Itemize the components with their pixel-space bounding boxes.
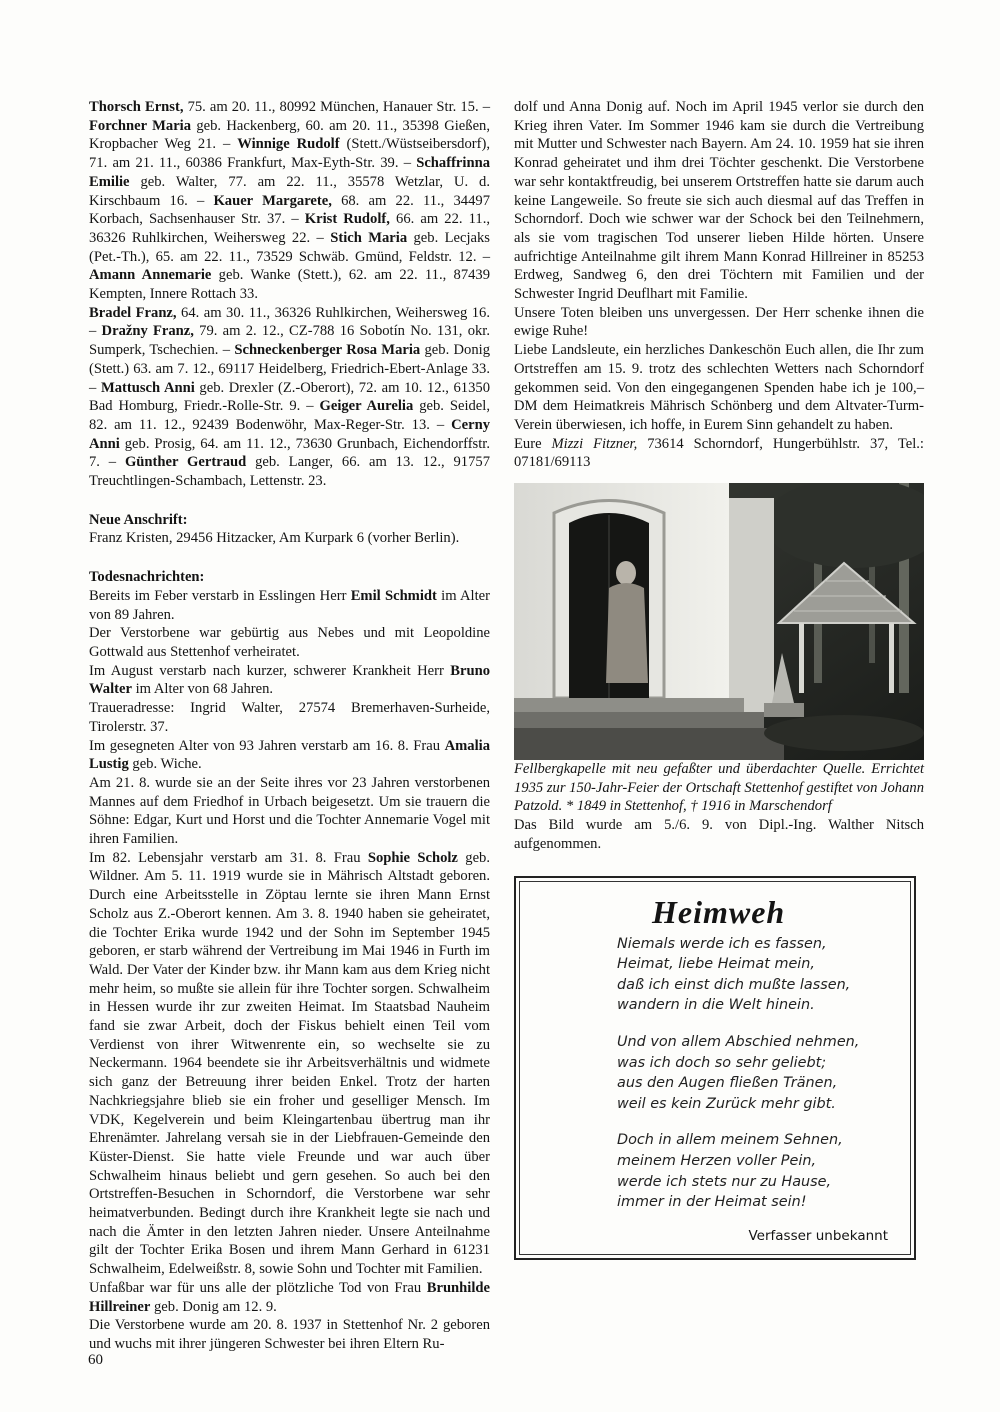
obituary-paragraph: Die Verstorbene wurde am 20. 8. 1937 in Stettenhof Nr. 2 geboren und wuchs mit ihrer jüngeren Schwester bei ihren Eltern Ru- — [89, 1317, 490, 1352]
remembrance-line: Unsere Toten bleiben uns unvergessen. Der Herr schenke ihnen die ewige Ruhe! — [514, 304, 924, 340]
poem-box — [514, 876, 916, 1260]
poem-stanza — [617, 1032, 910, 1114]
person-name: Krist Rudolf, — [304, 211, 390, 228]
poem-line: meinem Herzen voller Pein, — [617, 1152, 817, 1169]
person-name: Schneckenberger Rosa Maria — [234, 342, 421, 359]
obituary-continuation: dolf und Anna Donig auf. Noch im April 1945 verlor sie durch den Krieg ihren Vater. Im Sommer 1946 kam sie durch die Vertreibung mit Mutter und Schwester nach Bayern. Am 24. 10. 1959 hat sie ihren Konrad geheiratet und ihm drei Töchter geschenkt. Die Verstorbene war sehr kontaktfreudig, bei unserem Ortstreffen hatte sie darum auch keine Langeweile. So freute sie sich auch diesmal auf das Treffen in Schorndorf. Doch wie schwer war der Schock bei den Teilnehmern, als sie vom tragischen Tod unserer lieben Hilde hörten. Unsere aufrichtige Anteilnahme gilt ihrem Mann Konrad Hillreiner in 85253 Erdweg, Sandweg 6, den drei Töchtern mit Familien und der Schwester Ingrid Deuflhart mit Familie. — [514, 99, 924, 303]
obituary-paragraph: Unfaßbar war für uns alle der plötzliche Tod von Frau Brunhilde Hillreiner geb. Donig am 12. 9. — [89, 1279, 490, 1315]
birthday-list-2: Bradel Franz, 64. am 30. 11., 36326 Ruhlkirchen, Weihersweg 16. – Dražny Franz, 79. am 2. 12., CZ-788 16 Sobotín No. 131, okr. Sumperk, Tschechien. – Schneckenberger Rosa Maria geb. Donig (Stett.) 63. am 7. 12., 69117 Heidelberg, Friedrich-Ebert-Anlage 33. – Mattusch Anni geb. Drexler (Z.-Oberort), 72. am 10. 12., 61350 Bad Homburg, Friedr.-Rolle-Str. 9. – Geiger Aurelia geb. Seidel, 82. am 11. 12., 92439 Bodenwöhr, Max-Reger-Str. 13. – Cerny Anni geb. Prosig, 64. am 11. 12., 73630 Grunbach, Eichendorffstr. 7. – Günther Gertraud geb. Langer, 66. am 13. 12., 91757 Treuchtlingen-Schambach, Lettenstr. 23. — [89, 304, 490, 490]
obituary-paragraph: Traueradresse: Ingrid Walter, 27574 Bremerhaven-Surheide, Tirolerstr. 37. — [89, 700, 490, 735]
photo-caption: Fellbergkapelle mit neu gefaßter und überdachter Quelle. Errichtet 1935 zur 150-Jahr-Feier der Ortschaft Stettenhof gestiftet von Johann Patzold. * 1849 in Stettenhof, † 1916 in Marschendorf — [514, 761, 924, 815]
poem-stanza — [617, 934, 910, 1016]
thanks-paragraph: Liebe Landsleute, ein herzliches Dankeschön Euch allen, die Ihr zum Ortstreffen am 15. 9. trotz des schlechten Wetters nach Schorndorf gekommen seid. Von den eingegangenen Spenden habe ich je 100,– DM dem Heimatkreis Mährisch Schönberg und dem Altvater-Turm-Verein überwiesen, ich hoffe, in Eurem Sinn gehandelt zu haben. — [514, 342, 924, 433]
photo-credit: Das Bild wurde am 5./6. 9. von Dipl.-Ing. Walther Nitsch aufgenommen. — [514, 817, 924, 852]
left-column — [89, 98, 490, 1354]
person-name: Forchner Maria — [89, 117, 192, 134]
obituary-paragraph: Der Verstorbene war gebürtig aus Nebes und mit Leopoldine Gottwald aus Stettenhof verheiratet. — [89, 625, 490, 660]
person-name: Dražny Franz, — [101, 323, 194, 340]
obituary-paragraph: Am 21. 8. wurde sie an der Seite ihres vor 23 Jahren verstorbenen Mannes auf dem Friedhof in Urbach beigesetzt. Um sie trauern die Söhne: Edgar, Kurt und Horst und die Tochter Annemarie Vogel mit ihren Familien. — [89, 774, 490, 848]
page-number: 60 — [88, 1352, 103, 1368]
obituary-paragraph: Im August verstarb nach kurzer, schwerer Krankheit Herr Bruno Walter im Alter von 68 Jahren. — [89, 662, 490, 698]
right-column — [514, 98, 924, 1260]
person-name: Amann Annemarie — [89, 267, 212, 284]
poem-author: Verfasser unbekannt — [748, 1227, 888, 1244]
new-address-heading: Neue Anschrift: — [89, 511, 188, 528]
poem-line: immer in der Heimat sein! — [617, 1194, 807, 1211]
person-name: Bruno Walter — [89, 662, 490, 698]
person-name: Brunhilde Hillreiner — [89, 1279, 490, 1315]
person-name: Winnige Rudolf — [237, 136, 340, 153]
poem-line: daß ich einst dich mußte lassen, — [617, 976, 851, 993]
new-address-text: Franz Kristen, 29456 Hitzacker, Am Kurpark 6 (vorher Berlin). — [89, 530, 460, 547]
poem-line: weil es kein Zurück mehr gibt. — [617, 1095, 836, 1112]
poem-line: Niemals werde ich es fassen, — [617, 935, 827, 952]
obituary-paragraph: Bereits im Feber verstarb in Esslingen Herr Emil Schmidt im Alter von 89 Jahren. — [89, 587, 490, 623]
person-name: Stich Maria — [330, 229, 408, 246]
person-name: Amalia Lustig — [89, 737, 490, 773]
poem-line: Und von allem Abschied nehmen, — [617, 1033, 860, 1050]
person-name: Emil Schmidt — [350, 587, 437, 604]
poem-line: wandern in die Welt hinein. — [617, 997, 815, 1014]
person-name: Geiger Aurelia — [319, 398, 414, 415]
poem-line: aus den Augen fließen Tränen, — [617, 1075, 838, 1092]
person-name: Cerny Anni — [89, 416, 490, 452]
birthday-list-1: Thorsch Ernst, 75. am 20. 11., 80992 München, Hanauer Str. 15. – Forchner Maria geb. Hackenberg, 60. am 20. 11., 35398 Gießen, Kropbacher Weg 21. – Winnige Rudolf (Stett./Wüstseibersdorf), 71. am 21. 11., 60386 Frankfurt, Max-Eyth-Str. 39. – Schaffrinna Emilie geb. Walter, 77. am 22. 11., 35578 Wetzlar, U. d. Kirschbaum 16. – Kauer Margarete, 68. am 22. 11., 34497 Korbach, Sachsenhauser Str. 37. – Krist Rudolf, 66. am 22. 11., 36326 Ruhlkirchen, Weihersweg 22. – Stich Maria geb. Lecjaks (Pet.-Th.), 65. am 22. 11., 73529 Schwäb. Gmünd, Feldstr. 12. – Amann Annemarie geb. Wanke (Stett.), 62. am 22. 11., 87439 Kempten, Innere Rottach 33. — [89, 99, 491, 303]
person-name: Schaffrinna Emilie — [89, 155, 490, 190]
chapel-photo — [514, 483, 924, 760]
obituary-paragraph: Im gesegneten Alter von 93 Jahren verstarb am 16. 8. Frau Amalia Lustig geb. Wiche. — [89, 737, 490, 773]
person-name: Günther Gertraud — [124, 454, 247, 471]
poem-line: werde ich stets nur zu Hause, — [617, 1173, 832, 1190]
poem-line: Doch in allem meinem Sehnen, — [617, 1132, 843, 1149]
signoff: Eure Mizzi Fitzner, 73614 Schorndorf, Hungerbühlstr. 37, Tel.: 07181/69113 — [514, 435, 924, 471]
poem-line: Heimat, liebe Heimat mein, — [617, 956, 816, 973]
obituary-paragraph: Im 82. Lebensjahr verstarb am 31. 8. Frau Sophie Scholz geb. Wildner. Am 5. 11. 1919 wurde sie in Mährisch Altstadt geboren. Durch eine Arbeitsstelle in Zöptau lernte sie ihren Mann Ernst Scholz aus Z.-Oberort kennen. Am 3. 8. 1940 haben sie geheiratet, die Tochter Erika wurde 1942 und der Sohn im September 1945 geboren, er starb während der Vertreibung im Mai 1946 in Furth im Wald. Der Vater der Kinder bzw. ihr Mann kam aus dem Krieg nicht mehr heim, so mußte sie allein für ihre Tochter sorgen. Schwalheim in Hessen wurde ihr zur zweiten Heimat. Im Staatsbad Nauheim fand sie zwar Arbeit, doch der Fiskus behielt einen Teil vom Verdienst von ihrer Witwenrente ein, so wechselte sie zu Neckermann. 1964 beendete sie ihr Arbeitsverhältnis und widmete sich ganz der Betreuung ihrer beiden Enkel. Trotz der harten Nachkriegsjahre blieb sie ein froher und geselliger Mensch. Im VDK, Kegelverein und beim Kleingartenbau übertrug man ihr Ehrenämter. Jahrelang versah sie in der Liebfrauen-Gemeinde den Küster-Dienst. Sie hatte viele Freunde und war auch über Schwalheim hinaus beliebt und gern gesehen. So auch bei den Ortstreffen-Besuchen in Schorndorf, die Verstorbene war sehr heimatverbunden. Bedingt durch ihre Krankheit legte sie nach und nach die Ämter in den letzten Jahren nieder. Unsere Anteilnahme gilt der Tochter Erika Bosen und ihrem Mann Gerhard in 61231 Schwalheim, Edelweißstr. 8, sowie Sohn und Tochter mit Familien. — [89, 849, 490, 1278]
person-name: Mattusch Anni — [100, 379, 195, 396]
person-name: Thorsch Ernst, — [89, 99, 184, 115]
person-name: Bradel Franz, — [89, 304, 177, 321]
person-name: Kauer Margarete, — [213, 192, 332, 209]
poem-line: was ich doch so sehr geliebt; — [617, 1054, 827, 1071]
person-name: Sophie Scholz — [367, 849, 458, 866]
poem-title: Heimweh — [652, 893, 786, 930]
poem-stanza — [617, 1130, 910, 1212]
obituaries-heading: Todesnachrichten: — [89, 569, 205, 586]
